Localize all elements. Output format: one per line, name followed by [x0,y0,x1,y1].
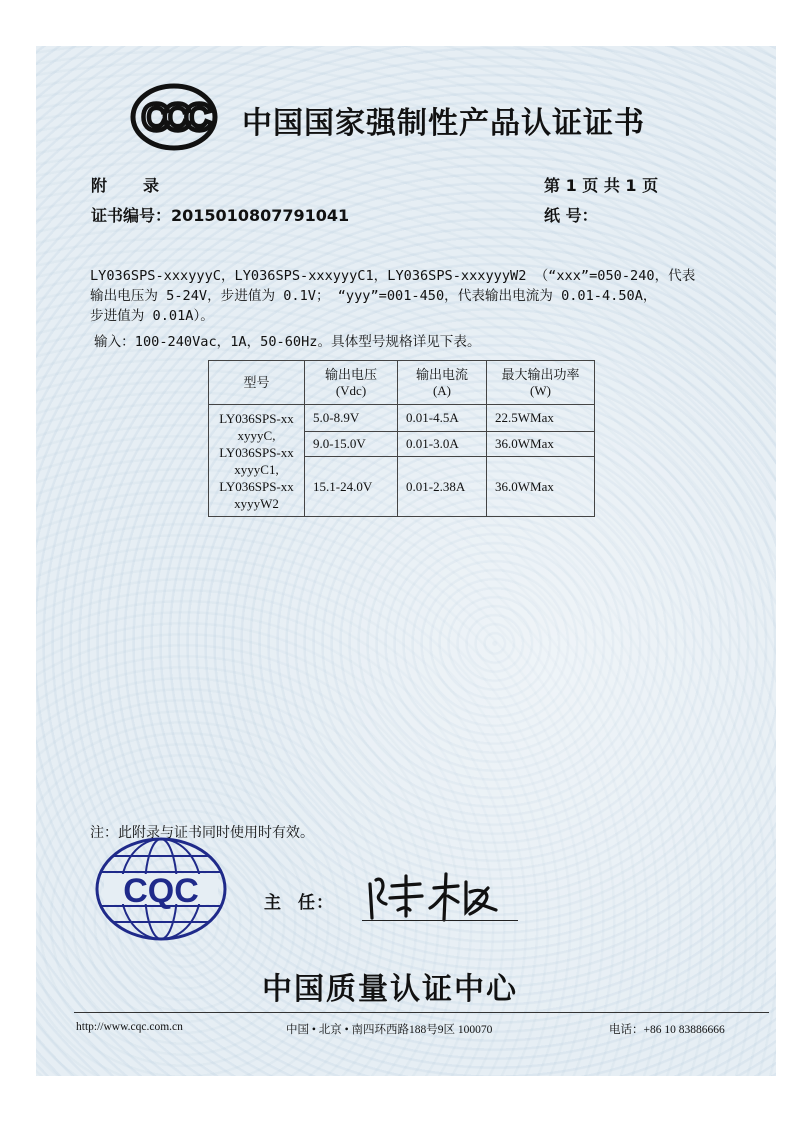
description-line-1: LY036SPS-xxxyyyC，LY036SPS-xxxyyyC1，LY036SPS-xxxyyyW2 （“xxx”=050-240，代表 [90,268,696,284]
voltage-cell: 5.0-8.9V [305,405,398,432]
paper-number-label: 纸 号： [544,206,598,225]
certificate-paper [36,46,776,1076]
cqc-logo-text: CQC [123,872,199,910]
appendix-label-a: 附 [91,176,108,195]
current-cell: 0.01-4.5A [398,405,487,432]
page-info: 第 1 页 共 1 页 [544,176,659,195]
ccc-logo [130,83,218,151]
director-signature [362,866,512,926]
description-line-3: 步进值为 0.01A）。 [90,308,214,324]
header-voltage: 输出电压 (Vdc) [305,361,398,405]
footer-address: 中国 • 北京 • 南四环西路188号9区 100070 [286,1024,493,1036]
table-header-row [209,361,595,405]
validity-note: 注：此附录与证书同时使用时有效。 [90,825,314,841]
issuing-organization: 中国质量认证中心 [262,972,518,1007]
director-label-b: 任： [298,893,334,913]
spec-table [208,360,595,517]
input-spec-line: 输入：100-240Vac，1A，50-60Hz。具体型号规格详见下表。 [94,334,481,350]
appendix-label-b: 录 [143,176,160,195]
cqc-logo [94,836,228,942]
current-cell: 0.01-2.38A [398,457,487,517]
voltage-cell: 15.1-24.0V [305,457,398,517]
certificate-number-value: 2015010807791041 [171,206,350,225]
director-label-a: 主 [264,893,282,913]
current-cell: 0.01-3.0A [398,432,487,457]
ccc-logo-text: CCC [141,97,207,139]
table-row [209,405,595,432]
certificate-number [91,203,349,226]
header-model: 型号 [209,361,305,405]
power-cell: 36.0WMax [487,457,595,517]
footer-telephone: 电话：+86 10 83886666 [609,1024,725,1036]
signature-line [362,920,518,921]
certificate-title: 中国国家强制性产品认证证书 [242,106,645,141]
footer-divider [74,1012,769,1013]
description-line-2: 输出电压为 5-24V，步进值为 0.1V； “yyy”=001-450，代表输出电流为 0.01-4.50A， [90,288,657,304]
director-label [264,888,334,913]
power-cell: 36.0WMax [487,432,595,457]
header-current: 输出电流 (A) [398,361,487,405]
description-text [90,266,740,326]
voltage-cell: 9.0-15.0V [305,432,398,457]
model-cell: LY036SPS-xx xyyyC, LY036SPS-xx xyyyC1, LY036SPS-xx xyyyW2 [209,405,305,517]
power-cell: 22.5WMax [487,405,595,432]
appendix-label [91,173,159,196]
header-power: 最大输出功率 (W) [487,361,595,405]
certificate-number-label: 证书编号： [91,206,172,225]
footer-website[interactable]: http://www.cqc.com.cn [76,1021,183,1033]
